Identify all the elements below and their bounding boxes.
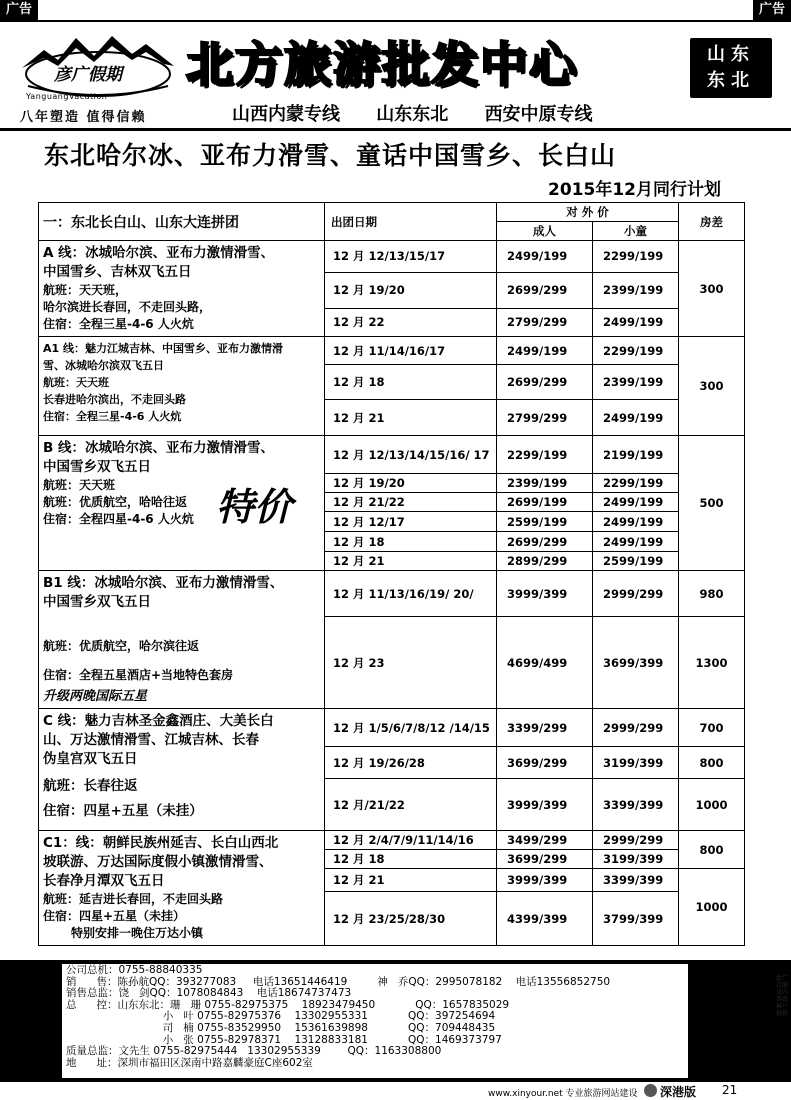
page-number: 21 xyxy=(722,1083,738,1097)
edition-label: 深港版 xyxy=(660,1085,697,1099)
logo-name: 彦广假期 xyxy=(54,65,122,85)
date-cell: 12 月 18 xyxy=(325,850,497,869)
child-price: 2999/299 xyxy=(593,571,679,617)
route-desc-c1 xyxy=(39,831,325,946)
child-price: 2399/199 xyxy=(593,365,679,400)
adult-price: 3699/299 xyxy=(497,747,593,779)
child-price: 2999/299 xyxy=(593,831,679,850)
desc-line: 中国雪乡、吉林双飞五日 xyxy=(43,264,192,280)
child-price: 3399/399 xyxy=(593,779,679,831)
date-cell: 12 月 12/13/15/17 xyxy=(325,241,497,273)
date-cell: 12 月 2/4/7/9/11/14/16 xyxy=(325,831,497,850)
adult-price: 2699/299 xyxy=(497,365,593,400)
desc-line: 住宿：全程三星-4-6 人火炕 xyxy=(43,410,182,423)
desc-line: 住宿：四星+五星（未挂） xyxy=(43,909,186,923)
child-price: 2299/199 xyxy=(593,241,679,273)
brand-title: 北方旅游批发中心 xyxy=(186,38,578,93)
region-badge xyxy=(690,38,772,98)
room-diff: 980 xyxy=(679,571,745,617)
route-desc-b1 xyxy=(39,571,325,709)
desc-line: A 线：冰城哈尔滨、亚布力激情滑雪、 xyxy=(43,245,275,261)
table-row xyxy=(39,571,745,617)
contact-line: 销 售：陈孙航QQ：393277083 电话13651446419 神 乔QQ：2995078182 电话13556852750 xyxy=(66,975,611,988)
adult-price: 2899/299 xyxy=(497,552,593,571)
contact-line: 小 张 0755-82978371 13128833181 QQ：1469373797 xyxy=(66,1033,502,1046)
adult-price: 3999/399 xyxy=(497,869,593,892)
slogan: 八年塑造 值得信赖 xyxy=(20,110,147,125)
room-diff: 1300 xyxy=(679,617,745,709)
date-cell: 12 月 21/22 xyxy=(325,493,497,512)
contact-footer xyxy=(0,960,791,1082)
desc-line: 中国雪乡双飞五日 xyxy=(43,459,151,475)
col-child: 小童 xyxy=(593,222,679,241)
contact-line: 质量总监：文先生 0755-82975444 13302955339 QQ：1163308800 xyxy=(66,1045,442,1058)
contact-panel xyxy=(62,964,688,1078)
adult-price: 3399/299 xyxy=(497,709,593,747)
contact-line: 总 控：山东东北：珊 珊 0755-82975375 18923479450 QQ：1657835029 xyxy=(66,998,510,1011)
adult-price: 2799/299 xyxy=(497,400,593,436)
desc-line: 长春净月潭双飞五日 xyxy=(43,873,165,889)
route-line-3: 西安中原专线 xyxy=(484,104,593,125)
ad-label-left: 广告 xyxy=(0,0,38,20)
adult-price: 2499/199 xyxy=(497,241,593,273)
desc-line: 航班：天天班， xyxy=(43,283,128,297)
desc-line: 住宿：四星+五星（未挂） xyxy=(43,803,203,819)
adult-price: 2499/199 xyxy=(497,337,593,365)
adult-price: 2799/299 xyxy=(497,308,593,337)
desc-line: 特别安排一晚住万达小镇 xyxy=(71,926,204,940)
date-cell: 12 月 11/14/16/17 xyxy=(325,337,497,365)
adult-price: 3999/399 xyxy=(497,779,593,831)
table-row xyxy=(39,709,745,747)
route-line-2: 山东东北 xyxy=(376,104,449,125)
room-diff: 1000 xyxy=(679,779,745,831)
child-price: 2599/199 xyxy=(593,552,679,571)
desc-line: 航班：优质航空，哈尔滨往返 xyxy=(43,639,200,653)
col-price: 对 外 价 xyxy=(497,203,679,222)
desc-line: 中国雪乡双飞五日 xyxy=(43,594,151,610)
room-diff: 800 xyxy=(679,747,745,779)
date-cell: 12 月 19/20 xyxy=(325,272,497,308)
desc-line: C 线：魅力吉林圣金鑫酒庄、大美长白 xyxy=(43,713,274,729)
adult-price: 3499/299 xyxy=(497,831,593,850)
date-cell: 12 月 19/20 xyxy=(325,474,497,493)
child-price: 3199/399 xyxy=(593,747,679,779)
adult-price: 3999/399 xyxy=(497,571,593,617)
page-subtitle: 2015年12月同行计划 xyxy=(548,180,721,200)
desc-line: 航班：延吉进长春回，不走回头路 xyxy=(43,892,224,906)
date-cell: 12 月 21 xyxy=(325,552,497,571)
desc-line: 坡联游、万达国际度假小镇激情滑雪、 xyxy=(43,854,273,870)
child-price: 2499/199 xyxy=(593,400,679,436)
route-desc-a1 xyxy=(39,337,325,436)
date-cell: 12 月 19/26/28 xyxy=(325,747,497,779)
room-diff: 800 xyxy=(679,831,745,869)
date-cell: 12 月/21/22 xyxy=(325,779,497,831)
page-bottom xyxy=(0,1083,791,1100)
col-date: 出团日期 xyxy=(325,203,497,241)
adult-price: 4699/499 xyxy=(497,617,593,709)
header-divider xyxy=(0,128,791,131)
table-header-row-1 xyxy=(39,203,745,222)
desc-line: 住宿：全程四星-4-6 人火炕 xyxy=(43,512,194,526)
child-price: 3399/399 xyxy=(593,869,679,892)
desc-line: 山、万达激情滑雪、江城吉林、长春 xyxy=(43,732,259,748)
date-cell: 12 月 21 xyxy=(325,400,497,436)
room-diff: 300 xyxy=(679,241,745,337)
desc-line: C1：线：朝鲜民族州延吉、长白山西北 xyxy=(43,835,279,851)
child-price: 2499/199 xyxy=(593,308,679,337)
date-cell: 12 月 23 xyxy=(325,617,497,709)
date-cell: 12 月 22 xyxy=(325,308,497,337)
desc-line: 航班：长春往返 xyxy=(43,778,138,794)
date-cell: 12 月 23/25/28/30 xyxy=(325,892,497,946)
date-cell: 12 月 11/13/16/19/ 20/ xyxy=(325,571,497,617)
table-row xyxy=(39,337,745,365)
desc-line: 长春进哈尔滨出，不走回头路 xyxy=(43,393,186,406)
route-desc-a xyxy=(39,241,325,337)
date-cell: 12 月 21 xyxy=(325,869,497,892)
adult-price: 2699/299 xyxy=(497,532,593,552)
adult-price: 2399/199 xyxy=(497,474,593,493)
child-price: 2499/199 xyxy=(593,493,679,512)
region-line-1: 山东 xyxy=(707,44,755,65)
date-cell: 12 月 18 xyxy=(325,365,497,400)
adult-price: 2299/199 xyxy=(497,436,593,474)
desc-line: 航班：天天班 xyxy=(43,376,109,389)
contact-line: 地 址：深圳市福田区深南中路嘉麟豪庭C座602室 xyxy=(66,1056,313,1069)
contact-line: 小 叶 0755-82975376 13302955331 QQ：397254694 xyxy=(66,1010,496,1023)
site-link[interactable]: www.xinyour.net 专业旅游网站建设 xyxy=(488,1089,638,1099)
upgrade-note: 升级两晚国际五星 xyxy=(43,689,148,704)
table-row xyxy=(39,831,745,850)
col-adult: 成人 xyxy=(497,222,593,241)
table-row xyxy=(39,241,745,273)
page-title: 东北哈尔冰、亚布力滑雪、童话中国雪乡、长白山 xyxy=(44,141,617,170)
desc-line: 雪、冰城哈尔滨双飞五日 xyxy=(43,359,164,372)
special-price-tag: 特价 xyxy=(216,484,293,529)
room-diff: 700 xyxy=(679,709,745,747)
table-row xyxy=(39,436,745,474)
logo-sub: YanguangVacation xyxy=(26,92,108,101)
child-price: 2399/199 xyxy=(593,272,679,308)
room-diff: 500 xyxy=(679,436,745,571)
desc-line: 伪皇宫双飞五日 xyxy=(43,751,138,767)
child-price: 2999/299 xyxy=(593,709,679,747)
edition-icon xyxy=(644,1084,657,1097)
child-price: 2199/199 xyxy=(593,436,679,474)
child-price: 3799/399 xyxy=(593,892,679,946)
room-diff: 300 xyxy=(679,337,745,436)
child-price: 3199/399 xyxy=(593,850,679,869)
col-room: 房差 xyxy=(679,203,745,241)
desc-line: 哈尔滨进长春回，不走回头路， xyxy=(43,300,212,314)
child-price: 2299/199 xyxy=(593,337,679,365)
contact-line: 销售总监：饶 剑QQ：1078084843 电话18674737473 xyxy=(66,987,352,1000)
route-line-1: 山西内蒙专线 xyxy=(232,104,340,125)
date-cell: 12 月 1/5/6/7/8/12 /14/15 xyxy=(325,709,497,747)
desc-line: 航班：天天班 xyxy=(43,478,116,492)
ad-bar xyxy=(0,0,791,22)
adult-price: 3699/299 xyxy=(497,850,593,869)
adult-price: 4399/399 xyxy=(497,892,593,946)
contact-line: 公司总机：0755-88840335 xyxy=(66,964,203,976)
desc-line: 航班：优质航空，哈哈往返 xyxy=(43,495,188,509)
adult-price: 2699/299 xyxy=(497,272,593,308)
section-title: 一：东北长白山、山东大连拼团 xyxy=(39,203,325,241)
date-cell: 12 月 18 xyxy=(325,532,497,552)
child-price: 3699/399 xyxy=(593,617,679,709)
side-note: 此广告图文内容由客户提供 xyxy=(776,975,789,1017)
date-cell: 12 月 12/13/14/15/16/ 17 xyxy=(325,436,497,474)
region-line-2: 东北 xyxy=(707,70,755,91)
ad-label-right: 广告 xyxy=(753,0,791,20)
date-cell: 12 月 12/17 xyxy=(325,512,497,532)
route-desc-c xyxy=(39,709,325,831)
adult-price: 2699/199 xyxy=(497,493,593,512)
price-table xyxy=(38,202,745,946)
desc-line: A1 线：魅力江城吉林、中国雪乡、亚布力激情滑 xyxy=(43,342,283,355)
adult-price: 2599/199 xyxy=(497,512,593,532)
route-lines xyxy=(232,100,623,126)
contact-line: 司 楠 0755-83529950 15361639898 QQ：709448435 xyxy=(66,1021,496,1034)
room-diff: 1000 xyxy=(679,869,745,946)
child-price: 2499/199 xyxy=(593,532,679,552)
desc-line: B1 线：冰城哈尔滨、亚布力激情滑雪、 xyxy=(43,575,284,591)
desc-line: 住宿：全程三星-4-6 人火炕 xyxy=(43,317,194,331)
desc-line: 住宿：全程五星酒店+当地特色套房 xyxy=(43,668,234,682)
desc-line: B 线：冰城哈尔滨、亚布力激情滑雪、 xyxy=(43,440,274,456)
child-price: 2499/199 xyxy=(593,512,679,532)
child-price: 2299/199 xyxy=(593,474,679,493)
